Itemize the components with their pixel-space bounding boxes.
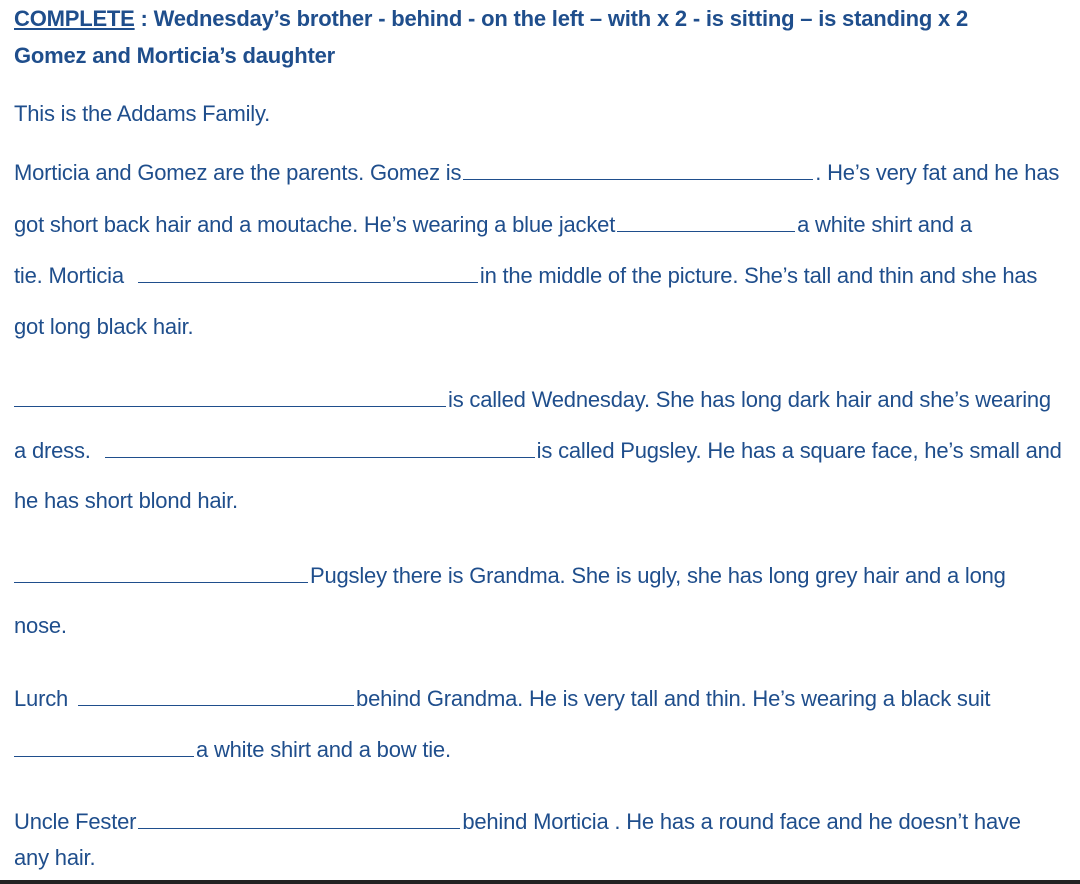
sentence-text: a dress. <box>14 438 91 463</box>
complete-label: COMPLETE <box>14 6 135 31</box>
word-bank: Wednesday’s brother - behind - on the left – with x 2 - is sitting – is standing x 2 <box>153 6 969 31</box>
answer-blank[interactable] <box>138 262 478 283</box>
word-bank-continued: Gomez and Morticia’s daughter <box>14 43 335 68</box>
sentence-text: behind Grandma. He is very tall and thin. He’s wearing a black suit <box>356 686 991 711</box>
paragraph-line <box>14 437 1062 464</box>
sentence-text: in the middle of the picture. She’s tall and thin and she has <box>479 263 1038 288</box>
sentence-text: Pugsley there is Grandma. She is ugly, she has long grey hair and a long <box>310 563 1006 588</box>
answer-blank[interactable] <box>14 386 446 407</box>
paragraph-line <box>14 845 95 871</box>
sentence-text: a white shirt and a bow tie. <box>196 737 451 762</box>
sentence-text: a white shirt and a <box>797 212 972 237</box>
paragraph-line <box>14 159 1059 186</box>
sentence-text: got long black hair. <box>14 314 194 339</box>
sentence-text: Lurch <box>14 686 69 711</box>
answer-blank[interactable] <box>138 808 460 829</box>
paragraph-line <box>14 488 238 514</box>
sentence-text: got short back hair and a moutache. He’s wearing a blue jacket <box>14 212 616 237</box>
intro-sentence <box>14 101 270 127</box>
label-separator: : <box>134 6 154 31</box>
sentence-text: is called Pugsley. He has a square face, he’s small and <box>536 438 1062 463</box>
answer-blank[interactable] <box>463 159 813 180</box>
paragraph-line <box>14 562 1006 589</box>
sentence-text: he has short blond hair. <box>14 488 238 513</box>
sentence-text: . He’s very fat and he has <box>815 160 1060 185</box>
paragraph-line <box>14 808 1021 835</box>
answer-blank[interactable] <box>617 211 795 232</box>
answer-blank[interactable] <box>14 562 308 583</box>
sentence-text: Morticia and Gomez are the parents. Gomez is <box>14 160 462 185</box>
sentence-text: behind Morticia . He has a round face and he doesn’t have <box>462 809 1021 834</box>
sentence-text: Uncle Fester <box>14 809 137 834</box>
paragraph-line <box>14 314 193 340</box>
page-bottom-border <box>0 880 1080 884</box>
answer-blank[interactable] <box>78 685 354 706</box>
paragraph-line <box>14 262 1037 289</box>
sentence-text: any hair. <box>14 845 96 870</box>
paragraph-line <box>14 386 1051 413</box>
sentence-text: nose. <box>14 613 67 638</box>
paragraph-line <box>14 685 990 712</box>
word-bank-line-2 <box>14 43 335 69</box>
paragraph-line <box>14 211 972 238</box>
paragraph-line <box>14 613 67 639</box>
answer-blank[interactable] <box>14 736 194 757</box>
word-bank-line-1 <box>14 6 968 32</box>
answer-blank[interactable] <box>105 437 535 458</box>
intro-text: This is the Addams Family. <box>14 101 271 126</box>
sentence-text: is called Wednesday. She has long dark hair and she’s wearing <box>448 387 1051 412</box>
paragraph-line <box>14 736 451 763</box>
sentence-text: tie. Morticia <box>14 263 124 288</box>
